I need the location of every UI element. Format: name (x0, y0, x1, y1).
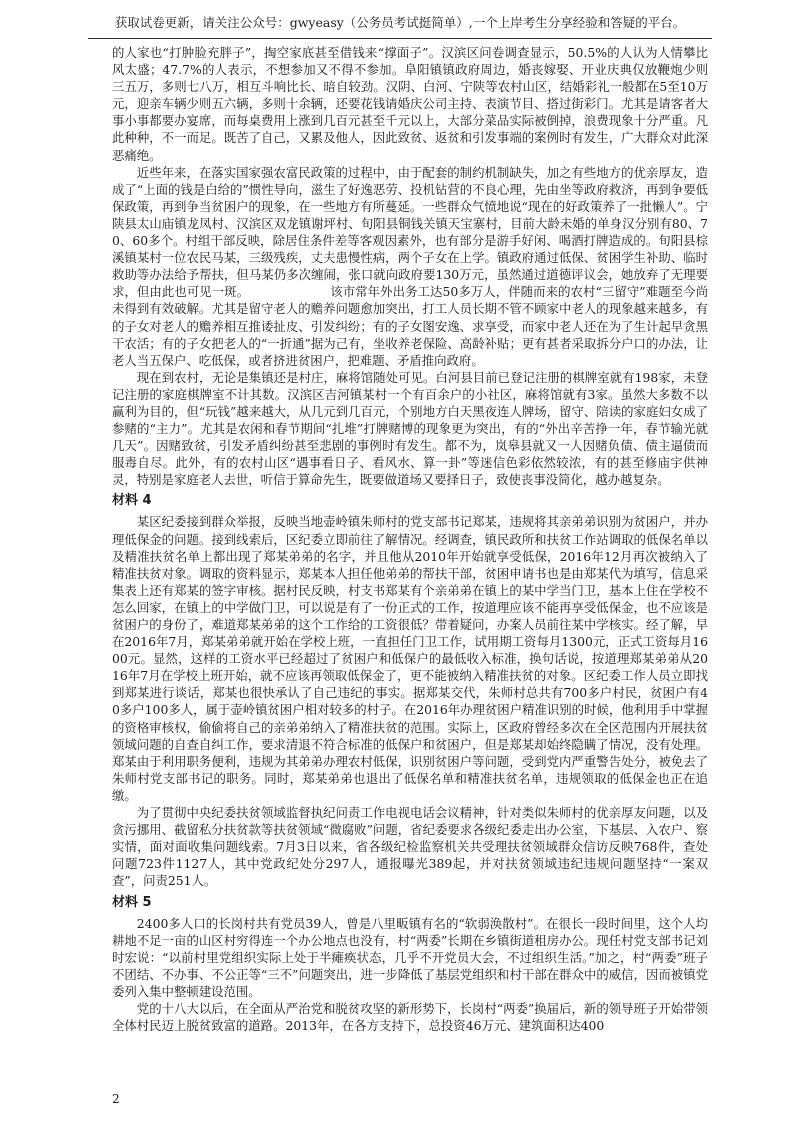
page-number: 2 (112, 1092, 120, 1106)
body-paragraph: 为了贯彻中央纪委扶贫领域监督执纪问责工作电视电话会议精神，针对类似朱师村的优亲厚友问题，以及贪污挪用、截留私分扶贫款等扶贫领域“微腐败”问题，省纪委要求各级纪委走出办公室，下基层、入农户、察实情，面对面收集问题线索。7月3日以来，省各级纪检监察机关共受理扶贫领域群众信访反映768件，查处问题723件1127人，其中党政纪处分297人，通报曝光389起，并对扶贫领域违纪违规问题坚持“一案双查”，问责251人。 (112, 805, 708, 889)
body-paragraph: 的人家也“打肿脸充胖子”，掏空家底甚至借钱来“撑面子”。汉滨区问卷调查显示，50.5%的人认为人情攀比风太盛；47.7%的人表示，不想参加又不得不参加。阜阳镇镇政府周边，婚丧嫁娶、开业庆典仅放鞭炮少则三五万，多则七八万，相互斗响比长、暗自较劲。汉阴、白河、宁陕等农村山区，结婚彩礼一般都在5至10万元，迎亲车辆少则五六辆，多则十余辆，还要花钱请婚庆公司主持、表演节目、搭过街彩门。尤其是请客者大事小事都要办宴席，而每桌费用上涨到几百元甚至千元以上，大部分菜品实际被倒掉，浪费现象十分严重。凡此种种，不一而足。既苦了自己，又累及他人，因此致贫、返贫和引发事端的案例时有发生，广大群众对此深恶痛绝。 (112, 45, 708, 163)
body-paragraph: 党的十八大以后，在全面从严治党和脱贫攻坚的新形势下，长岗村“两委”换届后，新的领导班子开始带领全体村民迈上脱贫致富的道路。2013年，在各方支持下，总投资46万元、建筑面积达400 (112, 1000, 708, 1034)
body-paragraph: 近些年来，在落实国家强农富民政策的过程中，由于配套的制约机制缺失，加之有些地方的优亲厚友，造成了“上面的钱是白给的”惯性导向，滋生了好逸恶劳、投机钻营的不良心理，先由坐等政府救济，再到争要低保政策，再到争当贫困户的现象，在一些地方有所蔓延。一些群众气愤地说“现在的好政策养了一批懒人”。宁陕县太山庙镇龙凤村、汉滨区双龙镇谢坪村、旬阳县铜钱关镇天宝寨村，目前大龄未婚的单身汉分别有80、70、60多个。村组干部反映，除居住条件差等客观因素外，也有部分是游手好闲、喝酒打牌造成的。旬阳县棕溪镇某村一位农民马某，三级残疾，丈夫患慢性病，两个子女在上学。镇政府通过低保、贫困学生补助、临时救助等办法给予帮扶，但马某仍多次缠闹，张口就向政府要130万元，虽然通过道德评议会，她放弃了无理要求，但由此也可见一斑。 该市常年外出务工达50多万人，伴随而来的农村“三留守”难题至今尚未得到有效破解。尤其是留守老人的赡养问题愈加突出，打工人员长期不管不顾家中老人的现象越来越多，有的子女对老人的赡养相互推诿扯皮、引发纠纷；有的子女图安逸、求享受，而家中老人还在为了生计起早贪黑干农活；有的子女把老人的“一折通”据为己有，坐收养老保险、高龄补贴；更有甚者采取拆分户口的办法，让老人当五保户、吃低保，或者挤进贫困户，把难题、矛盾推向政府。 (112, 164, 708, 368)
body-paragraph: 2400多人口的长岗村共有党员39人，曾是八里畈镇有名的“软弱涣散村”。在很长一段时间里，这个人均耕地不足一亩的山区村穷得连一个办公地点也没有，村“两委”长期在乡镇街道租房办公。现任村党支部书记刘时宏说：“以前村里党组织实际上处于半瘫痪状态，几乎不开党员大会，不过组织生活。”加之，村“两委”班子不团结、不办事、不公正等“三不”问题突出，进一步降低了基层党组织和村干部在群众中的威信，因而被镇党委列入集中整顿建设范围。 (112, 915, 708, 999)
material-heading: 材料 5 (112, 894, 152, 910)
body-paragraph: 现在到农村，无论是集镇还是村庄，麻将馆随处可见。白河县目前已登记注册的棋牌室就有198家，未登记注册的家庭棋牌室不计其数。汉滨区吉河镇某村一个有百余户的小社区，麻将馆就有3家。虽然大多数不以赢利为目的，但“玩钱”越来越大，从几元到几百元，个别地方白天黑夜连人牌场，留守、陪读的家庭妇女成了参赌的“主力”。尤其是农闲和春节期间“扎堆”打牌赌博的现象更为突出，有的“外出辛苦挣一年，春节输光就几天”。因赌致贫，引发矛盾纠纷甚至悲剧的事例时有发生。都不为，岚皋县就又一人因赌负债、债主逼债而服毒自尽。此外，有的农村山区“遇事看日子、看风水、算一卦”等迷信色彩依然较浓，有的甚至修庙宇供神灵，特别是家庭老人去世，听信于算命先生，既要做道场又要择日子，致使丧事没简化，越办越复杂。 (112, 369, 708, 488)
page-header: 获取试卷更新，请关注公众号：gwyeasy（公务员考试挺简单）,一个上岸考生分享经验和答疑的平台。 (88, 8, 712, 39)
document-body (112, 44, 708, 1034)
body-paragraph: 某区纪委接到群众举报，反映当地壶岭镇朱师村的党支部书记郑某，违规将其亲弟弟识别为贫困户，并办理低保金的问题。接到线索后，区纪委立即前往了解情况。经调查，镇民政所和扶贫工作站调取的低保名单以及精准扶贫名单上都出现了郑某弟弟的名字，并且他从2010年开始就享受低保，2016年12月再次被纳入了精准扶贫对象。调取的资料显示，郑某本人担任他弟弟的帮扶干部，贫困申请书也是由郑某代为填写，信息采集表上还有郑某的签字审核。据村民反映，村支书郑某有个亲弟弟在镇上的某中学当门卫，基本上住在学校不怎么回家，在镇上的中学做门卫，可以说是有了一份正式的工作，按道理应该不能再享受低保金，也不应该是贫困户的身份了，难道郑某弟弟的这个工作给的工资很低？带着疑问，办案人员前往某中学核实。经了解，早在2016年7月，郑某弟弟就开始在学校上班，一直担任门卫工作，试用期工资每月1300元，正式工资每月1600元。显然，这样的工资水平已经超过了贫困户和低保户的最低收入标准，换句话说，按道理郑某弟弟从2016年7月在学校上班开始，就不应该再领取低保金了，更不能被纳入精准扶贫的对象。区纪委工作人员立即找到郑某进行谈话，郑某也很快承认了自己违纪的事实。据郑某交代，朱师村总共有700多户村民，贫困户有40多户100多人，属于壶岭镇贫困户相对较多的村子。在2016年办理贫困户精准识别的时候，他利用手中掌握的资格审核权，偷偷将自己的亲弟弟纳入了精准扶贫的范围。实际上，区政府曾经多次在全区范围内开展扶贫领域问题的自查自纠工作，要求清退不符合标准的低保户和贫困户，但是郑某却始终隐瞒了情况，没有处理。郑某由于利用职务便利，违规为其弟弟办理农村低保，识别贫困户等问题，受到党内严重警告处分，被免去了朱师村党支部书记的职务。同时，郑某弟弟也退出了低保名单和精准扶贫名单，违规领取的低保金也正在追缴。 (112, 514, 708, 803)
material-heading: 材料 4 (112, 493, 152, 509)
